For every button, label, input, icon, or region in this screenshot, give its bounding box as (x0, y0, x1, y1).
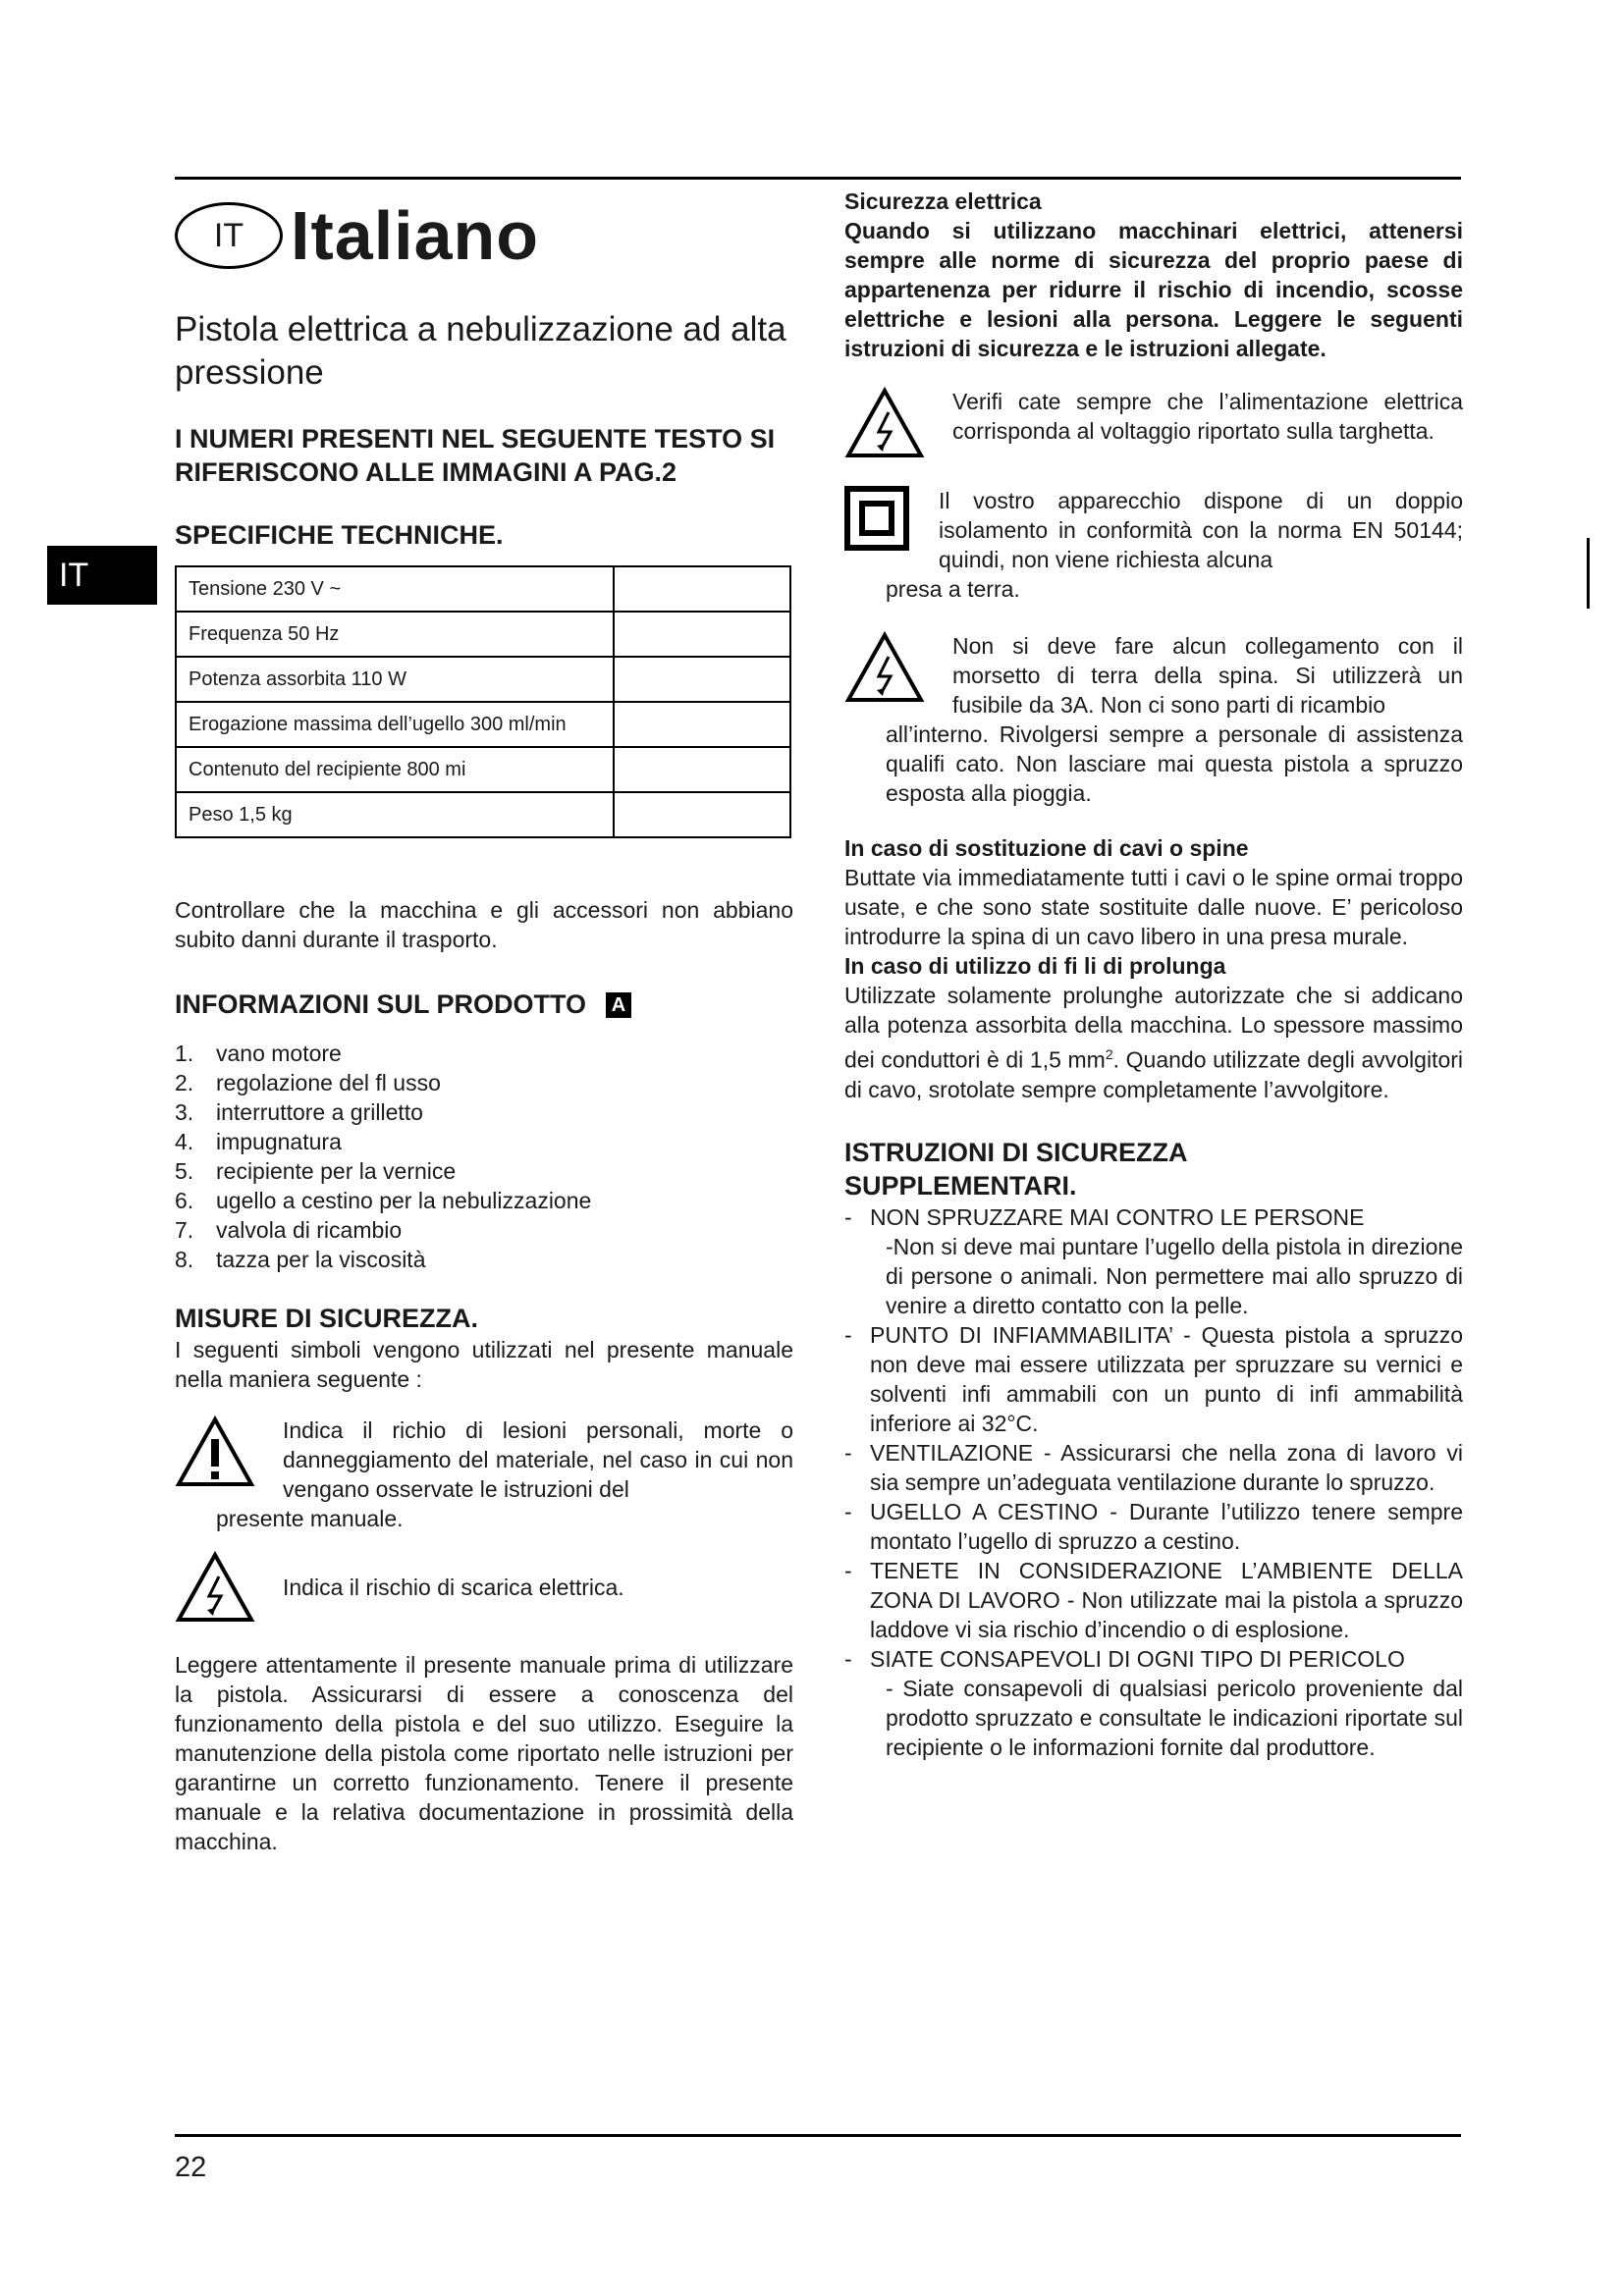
list-item-label: recipiente per la vernice (216, 1158, 457, 1184)
bottom-rule (175, 2134, 1461, 2137)
language-title: Italiano (291, 197, 540, 274)
list-item-label: ugello a cestino per la nebulizzazione (216, 1188, 592, 1213)
note-3-block (844, 631, 1463, 808)
safety-intro: I seguenti simboli vengono utilizzati nel presente manuale nella maniera seguente : (175, 1337, 793, 1392)
additional-heading-line1: ISTRUZIONI DI SICUREZZA (844, 1137, 1188, 1167)
page-title: Pistola elettrica a nebulizzazione ad alta pressione (175, 310, 786, 392)
double-insulation-icon (844, 486, 909, 556)
spec-empty-cell (614, 612, 790, 657)
note-3-text: Non si deve fare alcun collegamento con il morsetto di terra della spina. Si utilizzerà un fusibile da 3A. Non ci sono parti di ricambio (952, 633, 1463, 718)
spec-cell: Erogazione massima dell’ugello 300 ml/min (176, 702, 614, 747)
spec-cell: Tensione 230 V ~ (176, 566, 614, 612)
symbol-1-text: Indica il richio di lesioni personali, morte o danneggiamento del materiale, nel caso in cui non vengano osservate le istruzioni del (283, 1417, 793, 1502)
list-item-number: 5. (175, 1158, 194, 1184)
additional-heading (844, 1136, 1463, 1202)
spec-empty-cell (614, 702, 790, 747)
electrical-bold-text: Quando si utilizzano macchinari elettrici, attenersi sempre alle norme di sicurezza del proprio paese di appartenenza per ridurre il rischio di incendio, scosse elettriche e lesioni alla persona. Leggere le seguenti istruzioni di sicurezza e le istruzioni allegate. (844, 218, 1463, 361)
spec-row (176, 792, 790, 837)
list-item (175, 1186, 793, 1215)
instruction-head: SIATE CONSAPEVOLI DI OGNI TIPO DI PERICOLO (870, 1645, 1405, 1672)
extension-text-start: Utilizzate solamente prolunghe autorizzate che si addicano alla potenza assorbita della macchina. Lo spessore massimo dei conduttori è di 1,5 mm (844, 983, 1463, 1073)
list-item (175, 1156, 793, 1186)
symbol-1-block (175, 1415, 793, 1533)
spec-row (176, 612, 790, 657)
product-info-heading (175, 988, 793, 1021)
safety-heading: MISURE DI SICUREZZA. (175, 1304, 479, 1333)
dash-bullet: - (844, 1557, 852, 1583)
list-item-number: 1. (175, 1041, 194, 1066)
transport-check-text: Controllare che la macchina e gli accessori non abbiano subito danni durante il trasporto. (175, 897, 793, 952)
instruction-head: VENTILAZIONE - Assicurarsi che nella zona di lavoro vi sia sempre un’adeguata ventilazione durante lo spruzzo. (870, 1439, 1463, 1495)
instruction-item (844, 1497, 1463, 1556)
instruction-head: TENETE IN CONSIDERAZIONE L’AMBIENTE DELLA ZONA DI LAVORO - Non utilizzate mai la pistola a spruzzo laddove vi sia rischio d’incendio o di esplosione. (870, 1557, 1463, 1642)
specs-table (175, 565, 791, 838)
product-parts-list (175, 1039, 793, 1274)
specs-heading: SPECIFICHE TECHNICHE. (175, 520, 504, 550)
list-item (175, 1039, 793, 1068)
extension-text-end: . Quando utilizzate degli avvolgitori di cavo, srotolate sempre completamente l’avvolgitore. (844, 1046, 1463, 1102)
instruction-head: NON SPRUZZARE MAI CONTRO LE PERSONE (870, 1203, 1365, 1230)
electrical-heading: Sicurezza elettrica (844, 188, 1042, 214)
page-number: 22 (175, 2152, 207, 2183)
symbol-2-text: Indica il rischio di scarica elettrica. (283, 1575, 624, 1600)
list-item-number: 2. (175, 1070, 194, 1095)
spec-empty-cell (614, 657, 790, 702)
symbol-2-block (175, 1551, 793, 1629)
cables-heading: In caso di sostituzione di cavi o spine (844, 835, 1249, 861)
list-item (175, 1068, 793, 1097)
figure-badge: A (606, 992, 631, 1018)
spec-row (176, 747, 790, 792)
note-2-block (844, 486, 1463, 604)
list-item-number: 6. (175, 1188, 194, 1213)
language-header (175, 187, 793, 285)
instruction-item (844, 1644, 1463, 1762)
instruction-body: -Non si deve mai puntare l’ugello della pistola in direzione di persone o animali. Non permettere mai allo spruzzo di venire a diretto contatto con la pelle. (886, 1233, 1463, 1318)
list-item-label: impugnatura (216, 1129, 342, 1154)
list-item (175, 1215, 793, 1245)
spec-cell: Potenza assorbita 110 W (176, 657, 614, 702)
electric-shock-icon (844, 631, 925, 709)
electric-shock-icon (175, 1551, 255, 1629)
spec-cell: Frequenza 50 Hz (176, 612, 614, 657)
language-side-tab: IT (47, 546, 157, 605)
reference-heading: I NUMERI PRESENTI NEL SEGUENTE TESTO SI RIFERISCONO ALLE IMMAGINI A PAG.2 (175, 424, 776, 487)
superscript-2: 2 (1105, 1046, 1113, 1062)
margin-mark (1587, 538, 1590, 609)
note-2-text-continued: presa a terra. (886, 576, 1020, 602)
spec-empty-cell (614, 747, 790, 792)
list-item-number: 3. (175, 1099, 194, 1125)
extension-heading: In caso di utilizzo di fi li di prolunga (844, 953, 1226, 979)
instruction-item (844, 1556, 1463, 1644)
list-item-label: interruttore a grilletto (216, 1099, 423, 1125)
dash-bullet: - (844, 1321, 852, 1348)
instruction-head: UGELLO A CESTINO - Durante l’utilizzo tenere sempre montato l’ugello di spruzzo a cestino. (870, 1498, 1463, 1554)
instruction-head: PUNTO DI INFIAMMABILITA’ - Questa pistola a spruzzo non deve mai essere utilizzata per spruzzare su vernici e solventi infi ammabili con un punto di infi ammabilità inferiore ai 32°C. (870, 1321, 1463, 1436)
additional-instructions-list (844, 1202, 1463, 1762)
list-item-number: 7. (175, 1217, 194, 1243)
safety-closing-text: Leggere attentamente il presente manuale prima di utilizzare la pistola. Assicurarsi di essere a conoscenza del funzionamento della pistola e del suo utilizzo. Eseguire la manutenzione della pistola come riportato nelle istruzioni per garantirne un corretto funzionamento. Tenere il presente manuale e la relativa documentazione in prossimità della macchina. (175, 1652, 793, 1854)
note-2-text: Il vostro apparecchio dispone di un doppio isolamento in conformità con la norma EN 50144; quindi, non viene richiesta alcuna (939, 488, 1463, 572)
product-info-title: INFORMAZIONI SUL PRODOTTO (175, 989, 587, 1019)
right-column (844, 187, 1463, 1762)
spec-cell: Peso 1,5 kg (176, 792, 614, 837)
list-item-label: valvola di ricambio (216, 1217, 403, 1243)
list-item-label: vano motore (216, 1041, 342, 1066)
warning-exclamation-icon (175, 1415, 255, 1493)
spec-empty-cell (614, 566, 790, 612)
list-item-number: 8. (175, 1247, 194, 1272)
spec-cell: Contenuto del recipiente 800 mi (176, 747, 614, 792)
dash-bullet: - (844, 1439, 852, 1466)
left-column (175, 187, 793, 1856)
dash-bullet: - (844, 1203, 852, 1230)
list-item-label: tazza per la viscosità (216, 1247, 426, 1272)
spec-row (176, 702, 790, 747)
extension-text (844, 981, 1463, 1104)
spec-row (176, 657, 790, 702)
list-item (175, 1245, 793, 1274)
cables-text: Buttate via immediatamente tutti i cavi o le spine ormai troppo usate, e che sono state sostituite dalle nuove. E’ pericoloso introdurre la spina di un cavo libero in una presa murale. (844, 865, 1463, 949)
note-1-block (844, 387, 1463, 464)
language-code-oval: IT (175, 202, 283, 269)
symbol-1-text-continued: presente manuale. (216, 1506, 404, 1531)
spec-empty-cell (614, 792, 790, 837)
list-item-number: 4. (175, 1129, 194, 1154)
list-item-label: regolazione del fl usso (216, 1070, 441, 1095)
top-rule (175, 177, 1461, 180)
electric-shock-icon (844, 387, 925, 464)
note-1-text: Verifi cate sempre che l’alimentazione elettrica corrisponda al voltaggio riportato sulla targhetta. (952, 389, 1463, 444)
list-item (175, 1127, 793, 1156)
additional-heading-line2: SUPPLEMENTARI. (844, 1170, 1077, 1201)
spec-row (176, 566, 790, 612)
instruction-body: - Siate consapevoli di qualsiasi pericolo proveniente dal prodotto spruzzato e consultate le indicazioni riportate sul recipiente o le informazioni fornite dal produttore. (886, 1675, 1463, 1760)
list-item (175, 1097, 793, 1127)
dash-bullet: - (844, 1645, 852, 1672)
instruction-item (844, 1202, 1463, 1320)
instruction-item (844, 1438, 1463, 1497)
dash-bullet: - (844, 1498, 852, 1524)
instruction-item (844, 1320, 1463, 1438)
note-3-text-continued: all’interno. Rivolgersi sempre a personale di assistenza qualifi cato. Non lasciare mai questa pistola a spruzzo esposta alla pioggia. (886, 721, 1463, 806)
